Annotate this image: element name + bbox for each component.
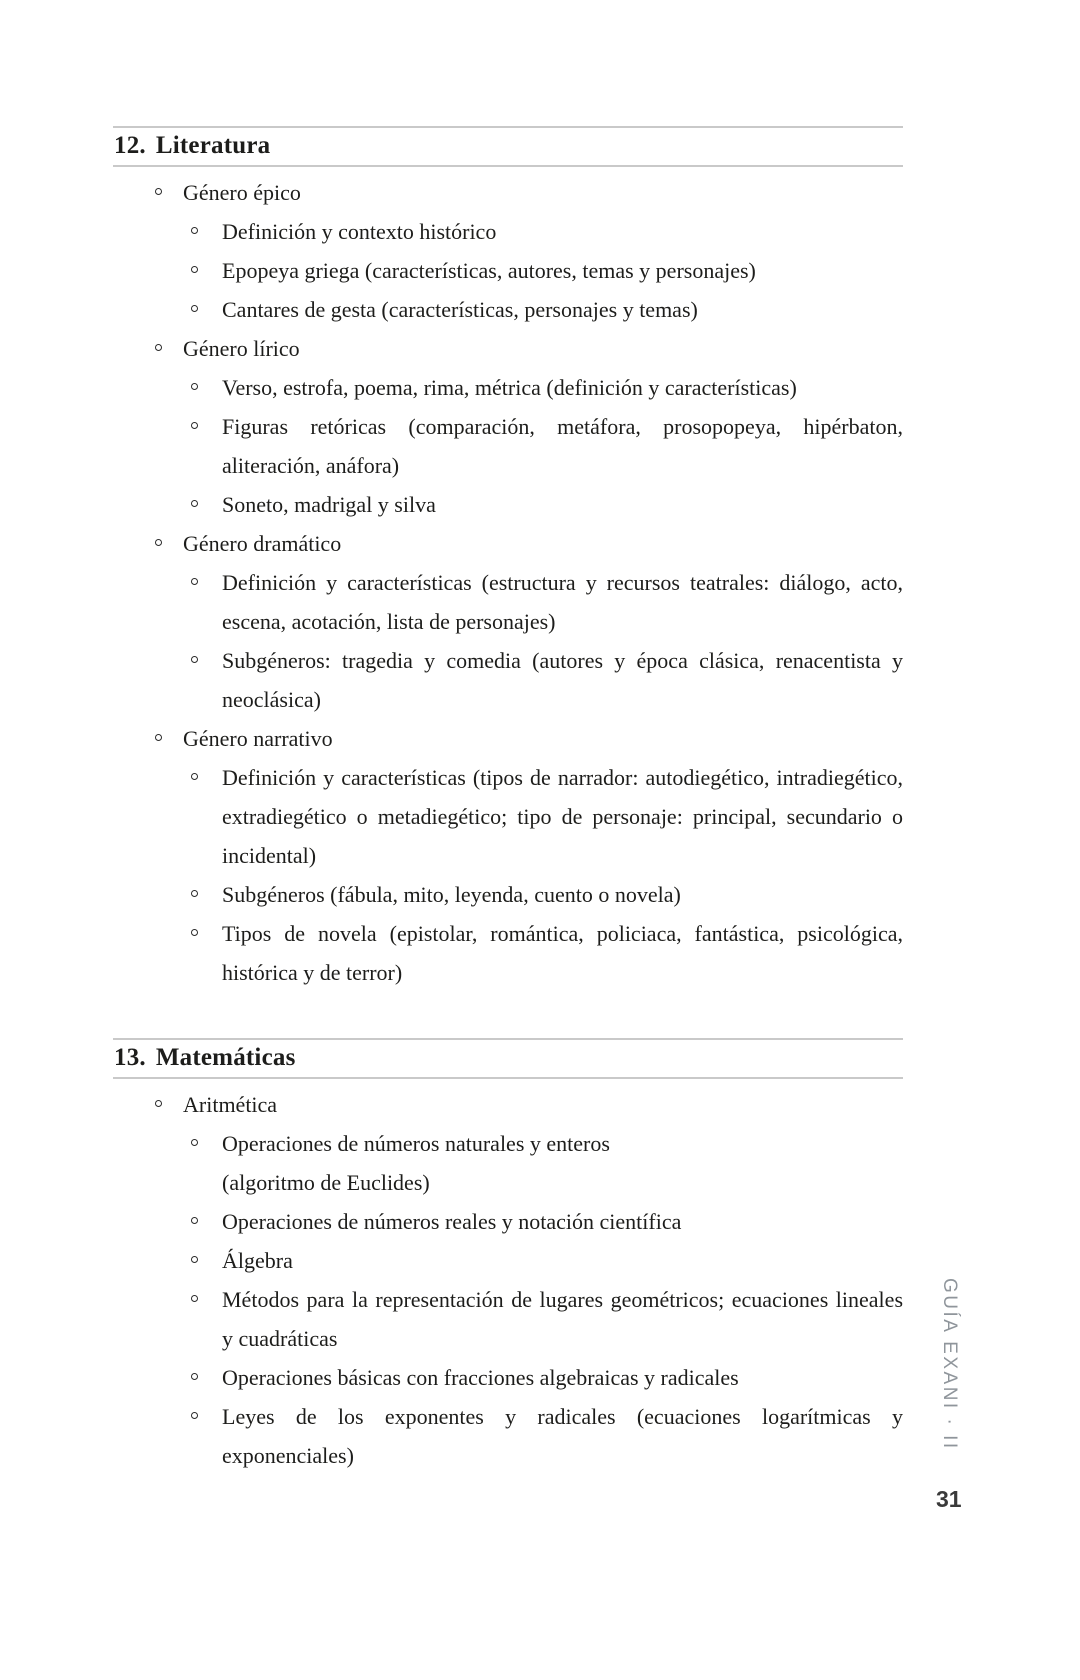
list-item-text: Operaciones básicas con fracciones algebraicas y radicales (222, 1365, 739, 1390)
ring-bullet-icon (191, 383, 198, 390)
list-item-text: Soneto, madrigal y silva (222, 492, 436, 517)
list-item-level1 (113, 1085, 903, 1124)
list-item-text: Subgéneros (fábula, mito, leyenda, cuento o novela) (222, 882, 681, 907)
ring-bullet-icon (191, 227, 198, 234)
toc-section (113, 1038, 903, 1475)
list-item-level1 (113, 329, 903, 368)
section-title: Matemáticas (155, 1044, 296, 1071)
list-item-text: Cantares de gesta (características, personajes y temas) (222, 297, 698, 322)
list-item-text: Figuras retóricas (comparación, metáfora, prosopopeya, hipérbaton, aliteración, anáfora) (222, 414, 903, 478)
section-title: Literatura (155, 132, 271, 159)
list-item-text: Definición y características (tipos de narrador: autodiegético, intradiegético, extradiegético o metadiegético; tipo de personaje: principal, secundario o incidental) (222, 765, 903, 868)
list-item-level1 (113, 719, 903, 758)
list-item-level2 (113, 251, 903, 290)
list-item-label: Género lírico (183, 336, 300, 361)
section-heading (113, 1038, 903, 1079)
list-item-text: Operaciones de números naturales y enteros (algoritmo de Euclides) (222, 1131, 610, 1195)
ring-bullet-icon (191, 500, 198, 507)
list-item-text: Métodos para la representación de lugares geométricos; ecuaciones lineales y cuadráticas (222, 1287, 903, 1351)
list-item-level2 (113, 485, 903, 524)
section-number: 12. (114, 132, 146, 159)
list-item-level2 (113, 1280, 903, 1358)
section-heading (113, 126, 903, 167)
list-item-text: Definición y contexto histórico (222, 219, 497, 244)
page-number: 31 (936, 1486, 962, 1512)
ring-bullet-icon (155, 734, 162, 741)
list-item-text: Operaciones de números reales y notación científica (222, 1209, 682, 1234)
ring-bullet-icon (191, 1256, 198, 1263)
ring-bullet-icon (191, 929, 198, 936)
ring-bullet-icon (191, 1373, 198, 1380)
ring-bullet-icon (191, 1139, 198, 1146)
list-item-level2 (113, 290, 903, 329)
ring-bullet-icon (155, 1100, 162, 1107)
list-item-text: Tipos de novela (epistolar, romántica, policiaca, fantástica, psicológica, histórica y de terror) (222, 921, 903, 985)
section-items (113, 1085, 903, 1475)
list-item-level2 (113, 1124, 903, 1202)
list-item-level2 (113, 1202, 903, 1241)
sidebar-guide-label: GUÍA EXANI · II (939, 1278, 960, 1451)
ring-bullet-icon (191, 305, 198, 312)
ring-bullet-icon (155, 188, 162, 195)
list-item-text: Subgéneros: tragedia y comedia (autores y época clásica, renacentista y neoclásica) (222, 648, 903, 712)
list-item-level2 (113, 1241, 903, 1280)
list-item-text: Definición y características (estructura y recursos teatrales: diálogo, acto, escena, acotación, lista de personajes) (222, 570, 903, 634)
list-item-level1 (113, 524, 903, 563)
ring-bullet-icon (191, 773, 198, 780)
ring-bullet-icon (191, 1217, 198, 1224)
section-items (113, 173, 903, 992)
list-item-level2 (113, 641, 903, 719)
list-item-label: Género dramático (183, 531, 342, 556)
ring-bullet-icon (155, 344, 162, 351)
section-number: 13. (114, 1044, 146, 1071)
toc-section (113, 126, 903, 992)
list-item-level2 (113, 1358, 903, 1397)
list-item-text: Verso, estrofa, poema, rima, métrica (definición y características) (222, 375, 797, 400)
ring-bullet-icon (191, 1295, 198, 1302)
list-item-level2 (113, 563, 903, 641)
list-item-text: Álgebra (222, 1248, 293, 1273)
ring-bullet-icon (155, 539, 162, 546)
list-item-level2 (113, 1397, 903, 1475)
list-item-text: Epopeya griega (características, autores, temas y personajes) (222, 258, 756, 283)
list-item-label: Género épico (183, 180, 301, 205)
list-item-level2 (113, 407, 903, 485)
ring-bullet-icon (191, 578, 198, 585)
ring-bullet-icon (191, 1412, 198, 1419)
ring-bullet-icon (191, 422, 198, 429)
list-item-text: Leyes de los exponentes y radicales (ecuaciones logarítmicas y exponenciales) (222, 1404, 903, 1468)
ring-bullet-icon (191, 890, 198, 897)
list-item-label: Género narrativo (183, 726, 333, 751)
ring-bullet-icon (191, 656, 198, 663)
list-item-level2 (113, 914, 903, 992)
ring-bullet-icon (191, 266, 198, 273)
list-item-level2 (113, 212, 903, 251)
list-item-level2 (113, 758, 903, 875)
list-item-level2 (113, 875, 903, 914)
list-item-label: Aritmética (183, 1092, 278, 1117)
content-area (113, 126, 903, 1475)
list-item-level2 (113, 368, 903, 407)
list-item-level1 (113, 173, 903, 212)
